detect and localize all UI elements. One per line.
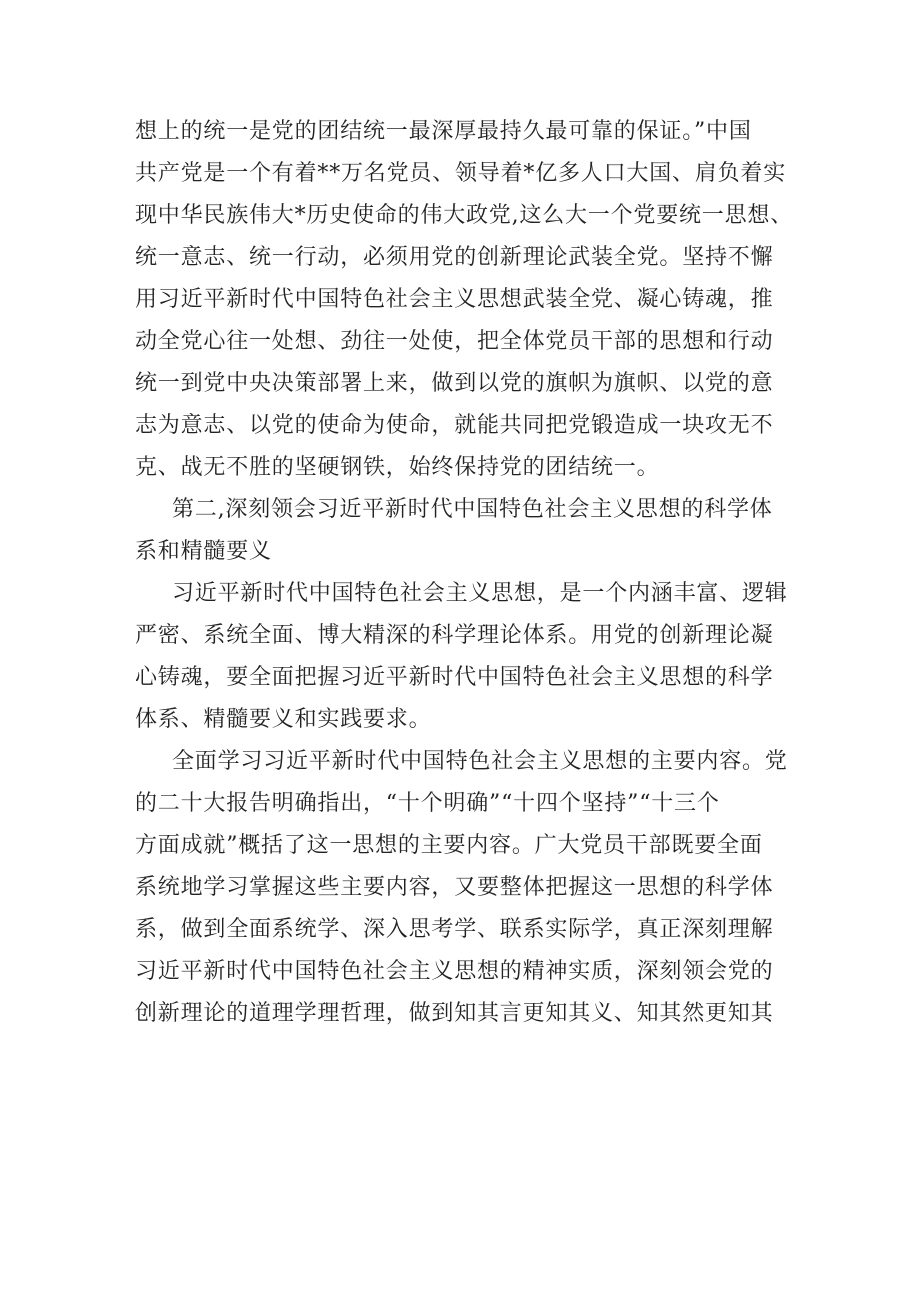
text-line: 心铸魂，要全面把握习近平新时代中国特色社会主义思想的科学 [135,665,774,690]
text-line: 系统地学习掌握这些主要内容，又要整体把握这一思想的科学体 [135,875,774,900]
section-heading [135,489,800,573]
text-line: 习近平新时代中国特色社会主义思想，是一个内涵丰富、逻辑 [172,581,788,606]
text-line: 方面成就”概括了这一思想的主要内容。广大党员干部既要全面 [135,833,763,858]
text-line: 想上的统一是党的团结统一最深厚最持久最可靠的保证。”中国 [135,119,752,144]
paragraph [135,573,800,741]
text-line: 志为意志、以党的使命为使命，就能共同把党锻造成一块攻无不 [135,413,774,438]
text-line: 全面学习习近平新时代中国特色社会主义思想的主要内容。党 [172,749,788,774]
text-line: 统一到党中央决策部署上来，做到以党的旗帜为旗帜、以党的意 [135,371,774,396]
text-line: 共产党是一个有着**万名党员、领导着*亿多人口大国、肩负着实 [135,161,787,186]
paragraph [135,111,800,489]
text-line: 体系、精髓要义和实践要求。 [135,707,432,732]
text-line: 现中华民族伟大*历史使命的伟大政党,这么大一个党要统一思想、 [135,203,793,228]
text-line: 统一意志、统一行动，必须用党的创新理论武装全党。坚持不懈 [135,245,774,270]
text-line: 动全党心往一处想、劲往一处使，把全体党员干部的思想和行动 [135,329,774,354]
text-line: 克、战无不胜的坚硬钢铁，始终保持党的团结统一。 [135,455,660,480]
paragraph [135,741,800,1035]
text-line: 严密、系统全面、博大精深的科学理论体系。用党的创新理论凝 [135,623,774,648]
text-line: 系和精髓要义 [135,539,272,564]
text-line: 习近平新时代中国特色社会主义思想的精神实质，深刻领会党的 [135,959,774,984]
text-line: 系，做到全面系统学、深入思考学、联系实际学，真正深刻理解 [135,917,774,942]
document-body [135,111,800,1035]
text-line: 的二十大报告明确指出，“十个明确”“十四个坚持”“十三个 [135,791,720,816]
text-line: 创新理论的道理学理哲理，做到知其言更知其义、知其然更知其 [135,1001,774,1026]
text-line: 第二,深刻领会习近平新时代中国特色社会主义思想的科学体 [172,497,773,522]
text-line: 用习近平新时代中国特色社会主义思想武装全党、凝心铸魂，推 [135,287,774,312]
